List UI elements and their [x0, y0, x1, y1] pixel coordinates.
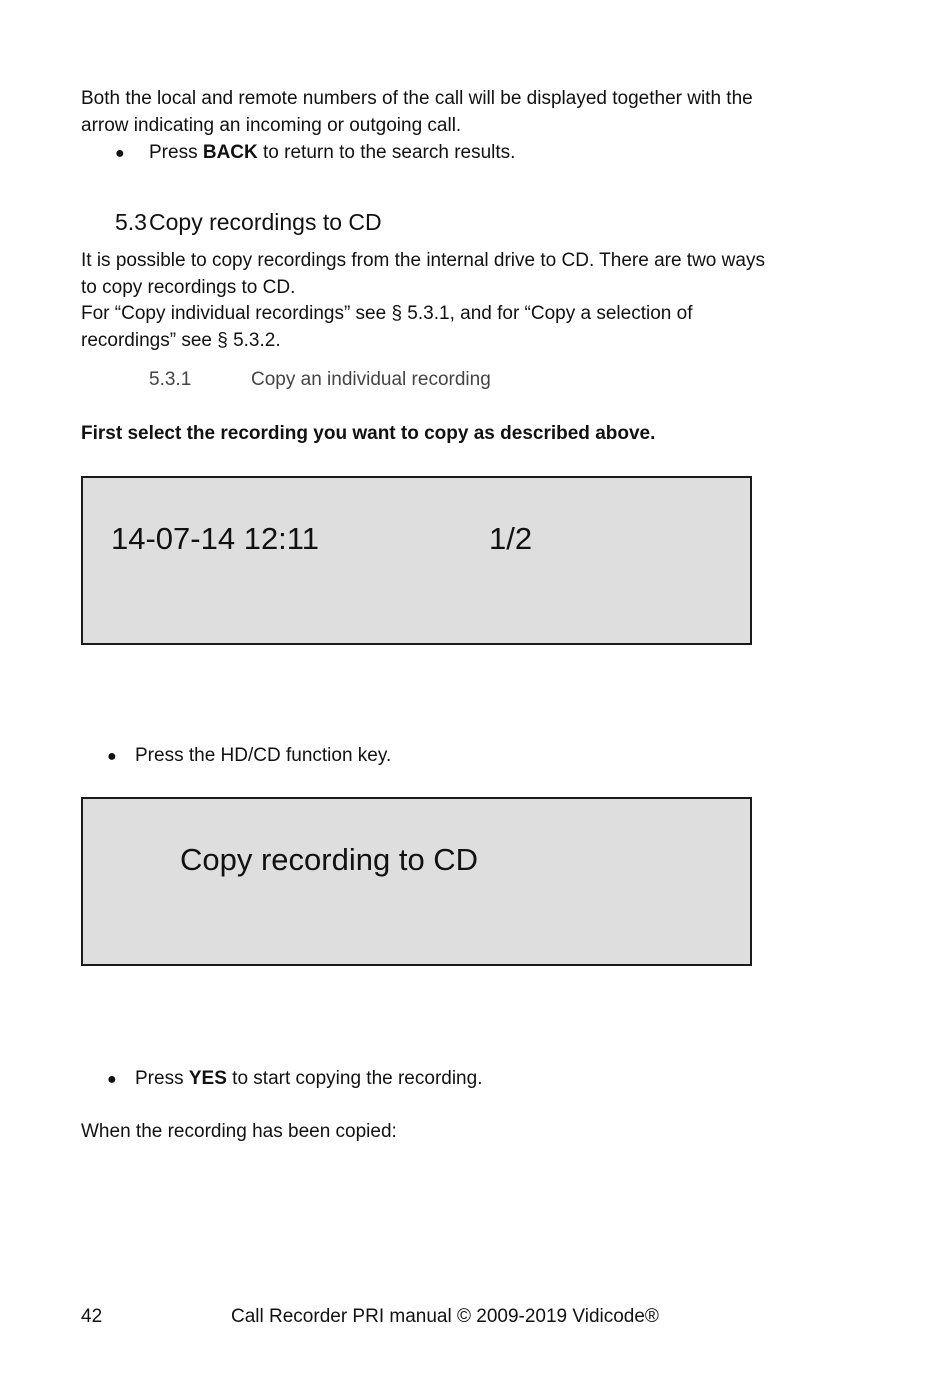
recording-datetime: 14-07-14 12:11: [111, 521, 319, 556]
section-heading: [115, 209, 147, 236]
section-body-line-2: to copy recordings to CD.: [81, 276, 296, 298]
section-title: Copy recordings to CD: [149, 209, 382, 235]
recording-counter: 1/2: [489, 521, 533, 556]
intro-paragraph: [81, 86, 753, 139]
bullet-dot-icon: ●: [107, 1071, 117, 1088]
section-body-line-1: It is possible to copy recordings from the internal drive to CD. There are two ways: [81, 250, 765, 271]
bullet-back: [115, 140, 125, 168]
page-number: 42: [81, 1306, 103, 1327]
back-key-label: BACK: [202, 142, 258, 163]
section-body: [81, 248, 765, 354]
section-body-line-4: recordings” see § 5.3.2.: [81, 329, 281, 351]
yes-key-label: YES: [188, 1068, 227, 1089]
section-number: 5.3: [115, 209, 147, 235]
intro-line-1: Both the local and remote numbers of the call will be displayed together with the: [81, 88, 753, 109]
footer-text: Call Recorder PRI manual © 2009-2019 Vidicode®: [231, 1306, 659, 1327]
subsection-number: 5.3.1: [149, 369, 192, 390]
bullet-hdcd-dot: [107, 743, 117, 771]
subsection-title: Copy an individual recording: [251, 369, 491, 390]
lcd-screen-copy: [81, 797, 752, 966]
bullet-dot-icon: ●: [107, 748, 117, 765]
section-body-line-3: For “Copy individual recordings” see § 5.3.1, and for “Copy a selection of: [81, 303, 693, 324]
instruction-bold: First select the recording you want to copy as described above.: [81, 423, 656, 444]
bullet-yes-text: Press YES to start copying the recording.: [135, 1068, 483, 1089]
bullet-back-text: Press BACK to return to the search results.: [149, 142, 516, 163]
bullet-hdcd-text: Press the HD/CD function key.: [135, 745, 392, 766]
bullet-yes-dot: [107, 1066, 117, 1094]
bullet-dot-icon: ●: [115, 145, 125, 162]
lcd-screen-recording: [81, 476, 752, 645]
copy-recording-text: Copy recording to CD: [180, 842, 479, 877]
intro-line-2: arrow indicating an incoming or outgoing call.: [81, 114, 462, 136]
when-copied-text: When the recording has been copied:: [81, 1121, 397, 1142]
